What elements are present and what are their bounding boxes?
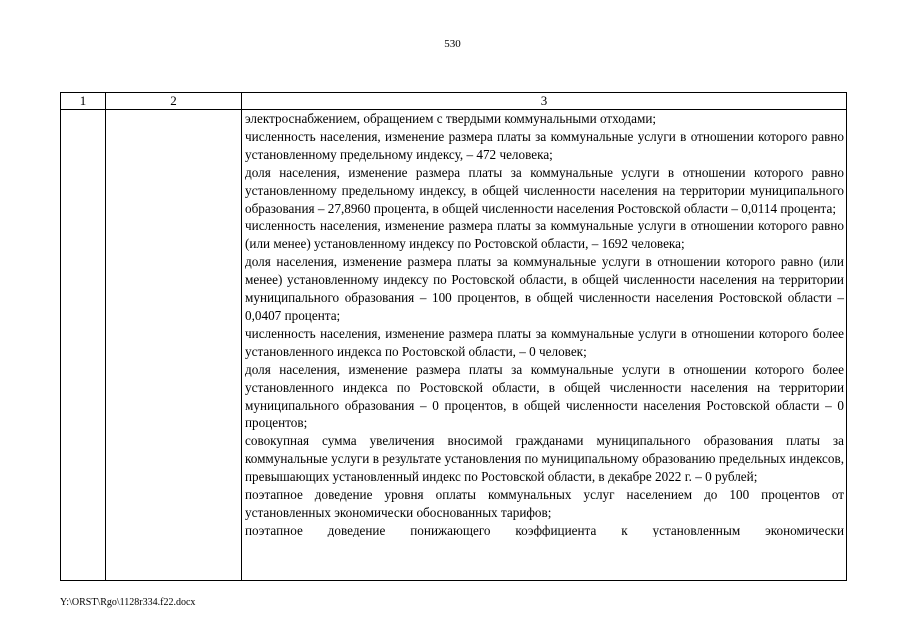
table-header-row — [61, 93, 847, 110]
document-table — [60, 92, 847, 581]
column-header-2: 2 — [106, 93, 242, 110]
column-2-cell — [106, 110, 242, 581]
paragraph: поэтапное доведение понижающего коэффициента к установленным экономически — [245, 522, 844, 537]
paragraph: численность населения, изменение размера платы за коммунальные услуги в отношении которого более установленного индекса по Ростовской области, – 0 человек; — [245, 325, 844, 359]
column-1-cell — [61, 110, 106, 581]
paragraph: электроснабжением, обращением с твердыми коммунальными отходами; — [245, 111, 657, 126]
paragraph: численность населения, изменение размера платы за коммунальные услуги в отношении которого равно (или менее) установленному индексу по Ростовской области, – 1692 человека; — [245, 218, 844, 252]
column-header-3: 3 — [242, 93, 847, 110]
footer-file-path: Y:\ORST\Rgo\1128r334.f22.docx — [60, 597, 196, 608]
paragraph: доля населения, изменение размера платы за коммунальные услуги в отношении которого равно установленному предельному индексу, в общей численности населения на территории муниципального образования – 27,8960 процента, в общей численности населения Ростовской области – 0,0114 процента; — [245, 164, 844, 216]
column-header-1: 1 — [61, 93, 106, 110]
column-3-cell — [242, 110, 847, 581]
paragraph: совокупная сумма увеличения вносимой гражданами муниципального образования платы за коммунальные услуги в результате установления по муниципальному образованию предельных индексов, превышающих установленный индекс по Ростовской области, в декабре 2022 г. – 0 рублей; — [245, 433, 844, 485]
paragraph: численность населения, изменение размера платы за коммунальные услуги в отношении которого равно установленному предельному индексу, – 472 человека; — [245, 128, 844, 162]
table-row — [61, 110, 847, 581]
paragraph: поэтапное доведение уровня оплаты коммунальных услуг населением до 100 процентов от установленных экономически обоснованных тарифов; — [245, 487, 844, 520]
paragraph: доля населения, изменение размера платы за коммунальные услуги в отношении которого равно (или менее) установленному индексу по Ростовской области, в общей численности населения на территории муниципального образования – 100 процентов, в общей численности населения Ростовской области – 0,0407 процента; — [245, 254, 844, 323]
page-number: 530 — [444, 38, 461, 50]
paragraph: доля населения, изменение размера платы за коммунальные услуги в отношении которого более установленного индекса по Ростовской области, в общей численности населения на территории муниципального образования – 0 процентов, в общей численности населения Ростовской области – 0 процентов; — [245, 361, 844, 431]
